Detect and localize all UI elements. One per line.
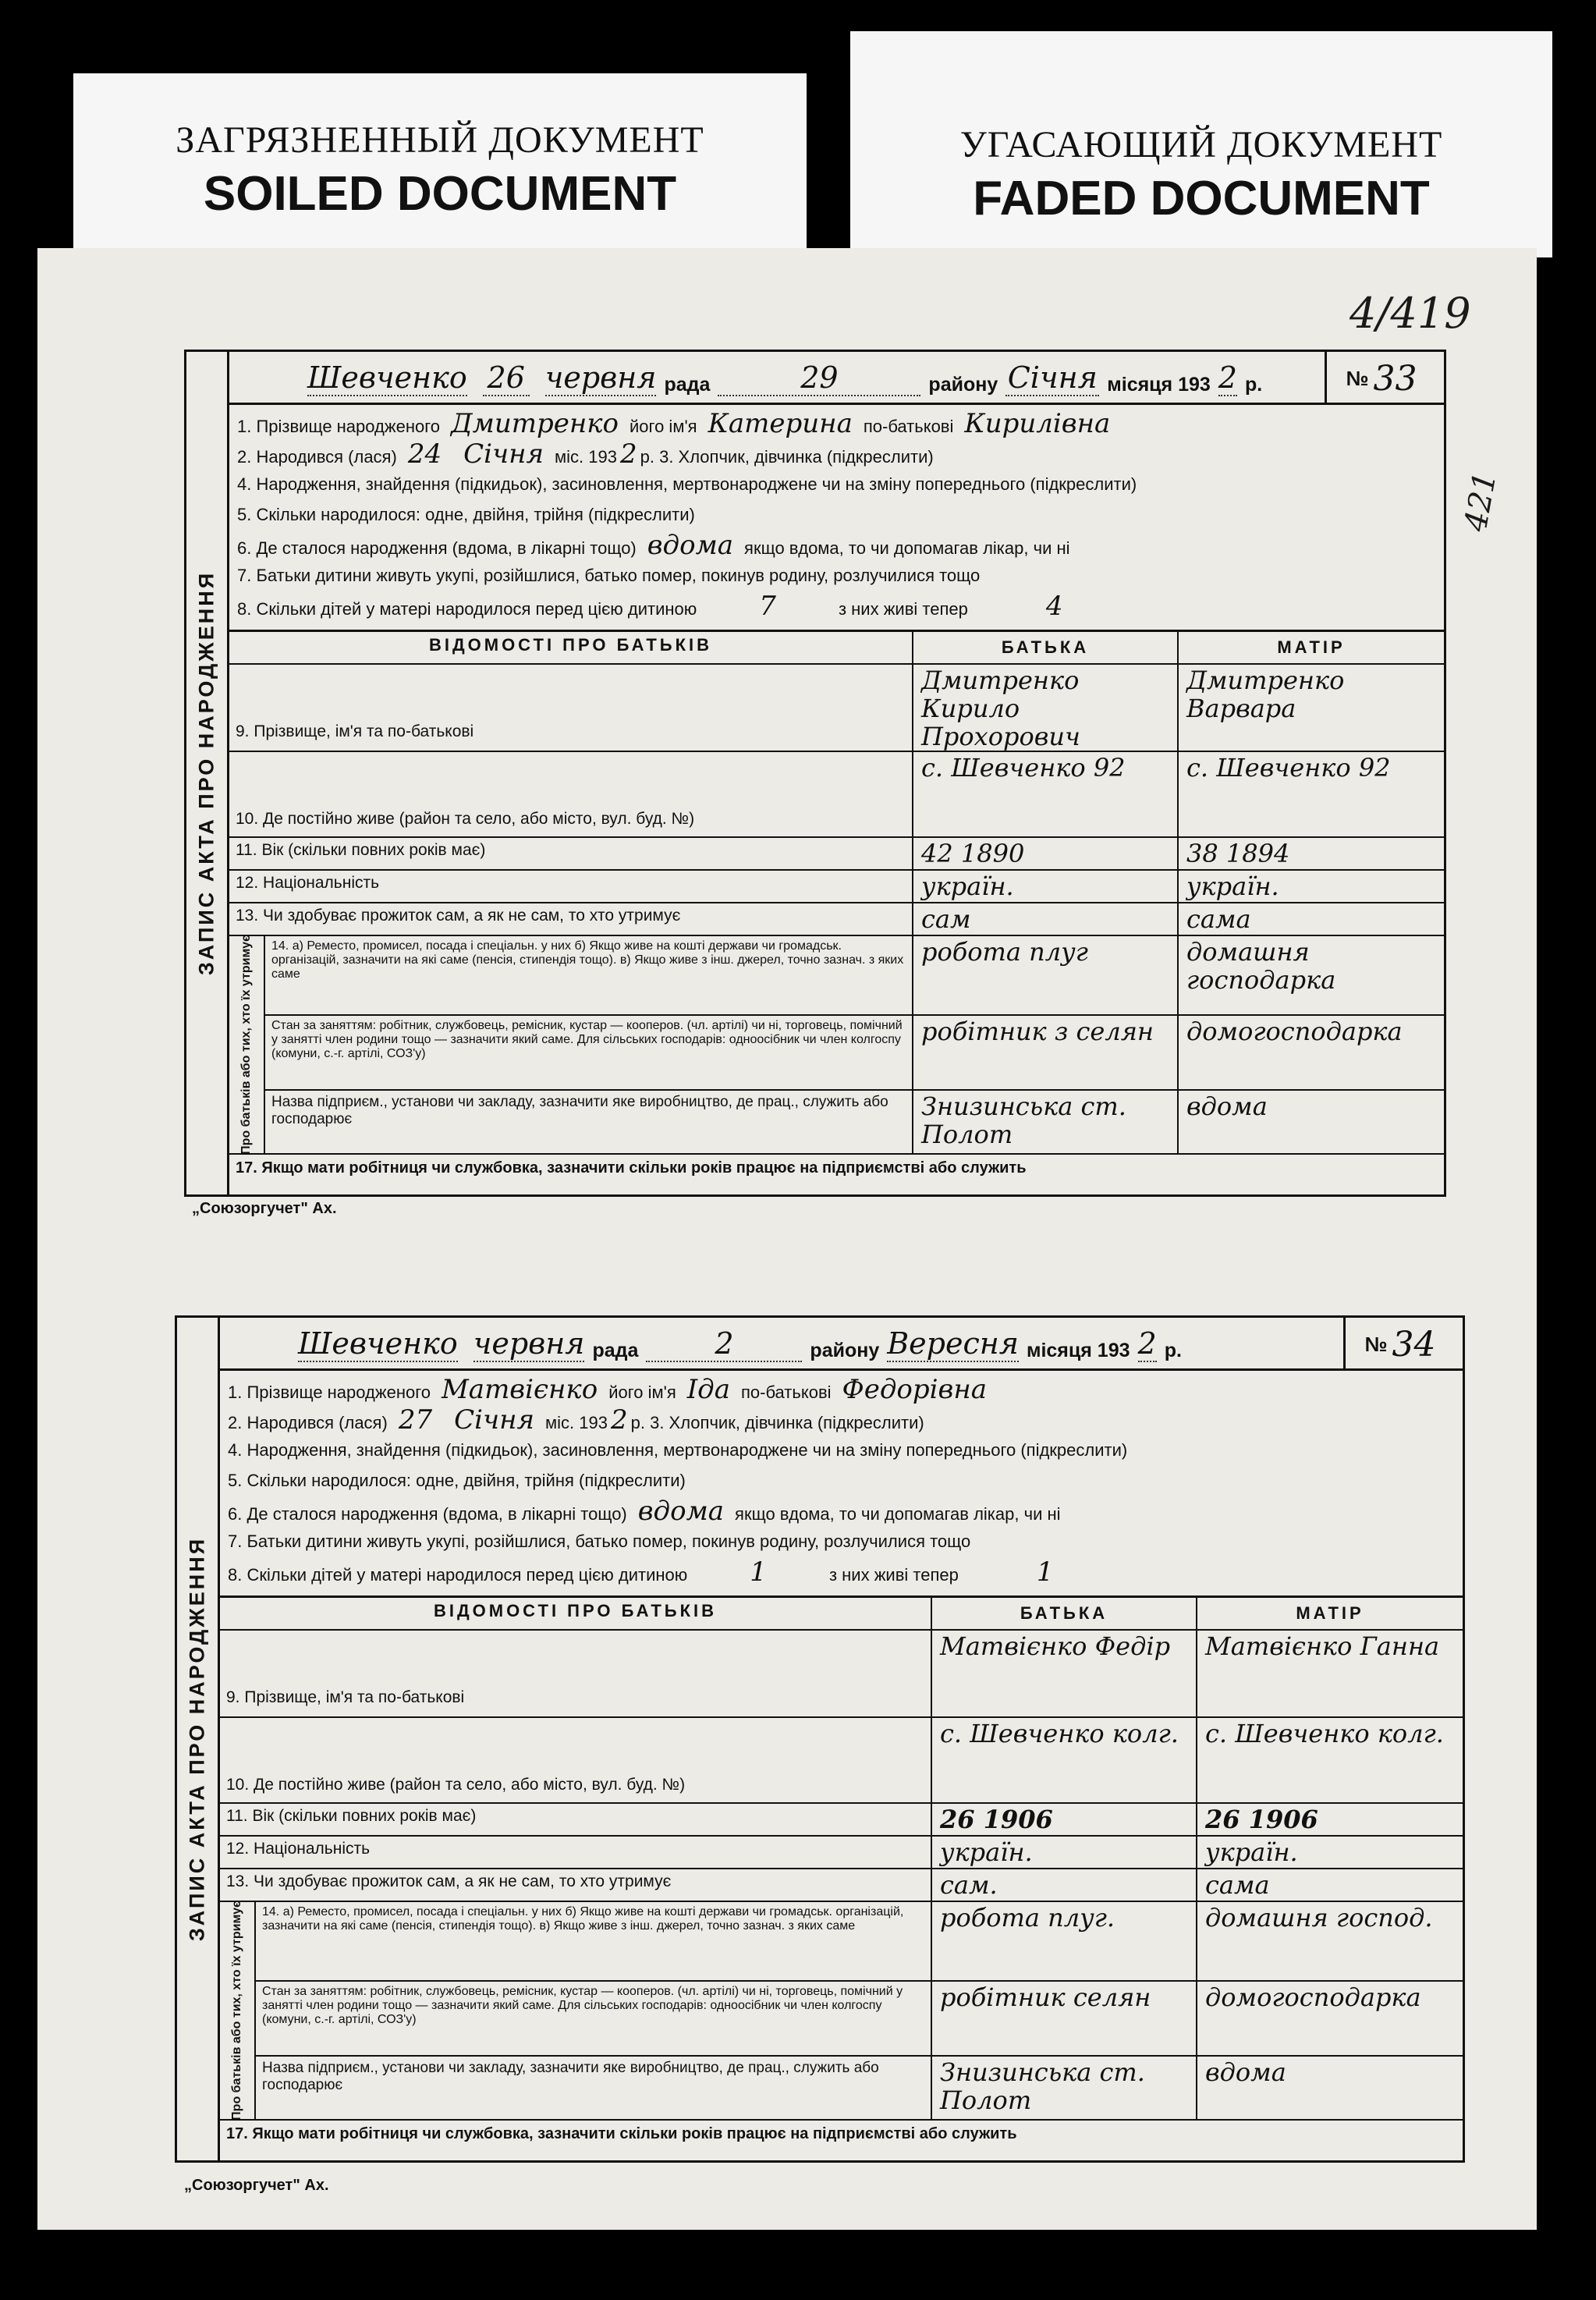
row-8: 8. Скільки дітей у матері народилося перед цією дитиною 7 з них живі тепер 4: [237, 591, 1063, 622]
soiled-document-label: [73, 73, 807, 253]
father-nationality: україн.: [932, 1837, 1197, 1868]
father-support: сам: [913, 903, 1179, 935]
father-name: Матвієнко Федір: [932, 1631, 1197, 1716]
record-header: Шевченко 26 червня рада 29 району Січня місяця 193 2 р. № 33: [229, 352, 1444, 405]
row-1: 1. Прізвище народженого Дмитренко його ім'я Катерина по-батькові Кирилівна: [237, 408, 1111, 439]
father-occupation: робота плуг.: [932, 1902, 1197, 1980]
father-workplace: Знизинська ст. Полот: [913, 1091, 1179, 1153]
month-value: Вересня: [887, 1326, 1019, 1361]
village-name: Шевченко: [298, 1326, 458, 1361]
faded-label-ru: УГАСАЮЩИЙ ДОКУМЕНТ: [959, 124, 1443, 165]
father-status: робітник з селян: [913, 1016, 1179, 1089]
row-2: 2. Народився (лася) 27 Січня міс. 193 2 р. 3. Хлопчик, дівчинка (підкреслити): [228, 1404, 924, 1436]
row-7: 7. Батьки дитини живуть укупі, розійшлися, батько помер, покинув родину, розлучилися тощо: [228, 1532, 971, 1551]
parents-table: ВІДОМОСТІ ПРО БАТЬКІВ БАТЬКА МАТІР 9. Прізвище, ім'я та по-батькові Дмитренко Кирило Прохорович Дмитренко Варвара 10. Де постійно живе (район та село, або місто, вул. буд. №) с. Шевченко 92 с. Шевченко 92 11. Вік (скільки повних років має) 42 1890 38 1894 12. Національність україн. україн. 13. Чи здобуває прожиток сам, а як не сам, то хто утримує сам сама Про батьків або тих, хто їх утримує 14. а) Реместо, промисел, посада і спеціальн. у них б) Якщо живе на кошті держави чи громадськ. організацій, зазначити на які саме (пенсія, стипендія тощо). в) Якщо живе з інш. джерел, точно зазнач. з яких саме робота плуг домашня господарка Стан за заняттям: робітник, службовець, ремісник, кустар — кооперов. (чл. артілі) чи ні, торговець, помічний у занятті член родини тощо — зазначити який саме. Для сільських господарів: одноосібник чи член колгоспу (комуни, с.-г. артілі, СОЗ'у) робітник з селян домогосподарка Назва підприєм., установи чи закладу, зазначити яке виробництво, де прац., служить або господарює Знизинська ст. Полот вдома 17. Якщо мати робітниця чи службовка, зазначити скільки років працює на підприємстві або служить: [229, 630, 1444, 1184]
row-1: 1. Прізвище народженого Матвієнко його ім'я Іда по-батькові Федорівна: [228, 1374, 987, 1405]
father-nationality: україн.: [913, 871, 1179, 902]
row-4: 4. Народження, знайдення (підкидьок), засиновлення, мертвонароджене чи на зміну попереднього (підкреслити): [228, 1440, 1128, 1460]
mother-address: с. Шевченко 92: [1186, 753, 1391, 783]
mother-age: 26 1906: [1205, 1805, 1318, 1834]
father-address: с. Шевченко колг.: [932, 1718, 1197, 1802]
archive-number-mark: 4/419: [1350, 289, 1471, 338]
printer-mark-2: „Союзоргучет" Ах.: [184, 2177, 329, 2194]
father-status: робітник селян: [932, 1982, 1197, 2055]
mother-status: домогосподарка: [1186, 1017, 1403, 1046]
row-6: 6. Де сталося народження (вдома, в лікарні тощо) вдома якщо вдома, то чи допомагав лікар, чи ні: [228, 1496, 1061, 1527]
soiled-label-en: SOILED DOCUMENT: [203, 167, 677, 221]
mother-support: сама: [1186, 904, 1251, 934]
faded-label-en: FADED DOCUMENT: [973, 172, 1430, 225]
year-value: 2: [1218, 360, 1237, 395]
row-4: 4. Народження, знайдення (підкидьок), засиновлення, мертвонароджене чи на зміну попереднього (підкреслити): [237, 474, 1137, 494]
mother-name: Матвієнко Ганна: [1205, 1631, 1440, 1661]
soiled-label-ru: ЗАГРЯЗНЕННЫЙ ДОКУМЕНТ: [176, 119, 704, 161]
father-occupation: робота плуг: [913, 936, 1179, 1014]
reg-month: червня: [544, 360, 657, 395]
raion-value: 2: [646, 1326, 802, 1362]
row-8: 8. Скільки дітей у матері народилося перед цією дитиною 1 з них живі тепер 1: [228, 1556, 1054, 1588]
father-workplace: Знизинська ст. Полот: [932, 2057, 1197, 2119]
father-support: сам.: [932, 1869, 1197, 1901]
birth-record-2: [175, 1315, 1465, 2163]
father-age: 42 1890: [913, 838, 1179, 869]
row-5: 5. Скільки народилося: одне, двійня, трійня (підкреслити): [228, 1471, 686, 1490]
mother-age: 38 1894: [1186, 839, 1290, 868]
father-name: Дмитренко Кирило Прохорович: [913, 665, 1179, 751]
record-header: Шевченко червня рада 2 району Вересня місяця 193 2 р. № 34: [220, 1318, 1463, 1371]
father-age: 26 1906: [932, 1804, 1197, 1835]
printer-mark-1: „Союзоргучет" Ах.: [192, 1200, 337, 1217]
record-side-title: ЗАПИС АКТА ПРО НАРОДЖЕННЯ: [177, 1318, 220, 2160]
mother-workplace: вдома: [1186, 1091, 1268, 1121]
row-5: 5. Скільки народилося: одне, двійня, трійня (підкреслити): [237, 505, 695, 524]
faded-document-label: [850, 31, 1552, 257]
mother-nationality: україн.: [1186, 871, 1279, 901]
side-number-mark: 421: [1457, 469, 1504, 534]
mother-workplace: вдома: [1205, 2057, 1286, 2087]
month-value: Січня: [1005, 360, 1099, 396]
reg-month: червня: [473, 1326, 585, 1361]
record-side-title: ЗАПИС АКТА ПРО НАРОДЖЕННЯ: [186, 352, 229, 1194]
row-2: 2. Народився (лася) 24 Січня міс. 193 2 р. 3. Хлопчик, дівчинка (підкреслити): [237, 438, 934, 470]
mother-support: сама: [1205, 1870, 1270, 1900]
father-address: с. Шевченко 92: [913, 752, 1179, 836]
mother-occupation: домашня господ.: [1205, 1903, 1433, 1933]
mother-occupation: домашня господарка: [1186, 937, 1336, 995]
row-7: 7. Батьки дитини живуть укупі, розійшлися, батько помер, покинув родину, розлучилися тощо: [237, 566, 981, 585]
year-value: 2: [1137, 1326, 1157, 1361]
raion-value: 29: [718, 360, 920, 396]
row-6: 6. Де сталося народження (вдома, в лікарні тощо) вдома якщо вдома, то чи допомагав лікар, чи ні: [237, 530, 1070, 561]
record-number: № 34: [1343, 1318, 1463, 1371]
village-name: Шевченко: [307, 360, 467, 395]
parents-table: ВІДОМОСТІ ПРО БАТЬКІВ БАТЬКА МАТІР 9. Прізвище, ім'я та по-батькові Матвієнко Федір Матвієнко Ганна 10. Де постійно живе (район та село, або місто, вул. буд. №) с. Шевченко колг. с. Шевченко колг. 11. Вік (скільки повних років має) 26 1906 26 1906 12. Національність україн. україн. 13. Чи здобуває прожиток сам, а як не сам, то хто утримує сам. сама Про батьків або тих, хто їх утримує 14. а) Реместо, промисел, посада і спеціальн. у них б) Якщо живе на кошті держави чи громадськ. організацій, зазначити на які саме (пенсія, стипендія тощо). в) Якщо живе з інш. джерел, точно зазнач. з яких саме робота плуг. домашня господ. Стан за заняттям: робітник, службовець, ремісник, кустар — кооперов. (чл. артілі) чи ні, торговець, помічний у занятті член родини тощо — зазначити який саме. Для сільських господарів: одноосібник чи член колгоспу (комуни, с.-г. артілі, СОЗ'у) робітник селян домогосподарка Назва підприєм., установи чи закладу, зазначити яке виробництво, де прац., служить або господарює Знизинська ст. Полот вдома 17. Якщо мати робітниця чи службовка, зазначити скільки років працює на підприємстві або служить: [220, 1595, 1463, 2150]
mother-name: Дмитренко Варвара: [1186, 666, 1345, 723]
mother-status: домогосподарка: [1205, 1982, 1421, 2012]
reg-day: 26: [483, 360, 530, 396]
birth-record-1: [184, 350, 1446, 1197]
mother-nationality: україн.: [1205, 1837, 1298, 1867]
record-number: № 33: [1325, 352, 1444, 405]
mother-address: с. Шевченко колг.: [1205, 1719, 1444, 1748]
